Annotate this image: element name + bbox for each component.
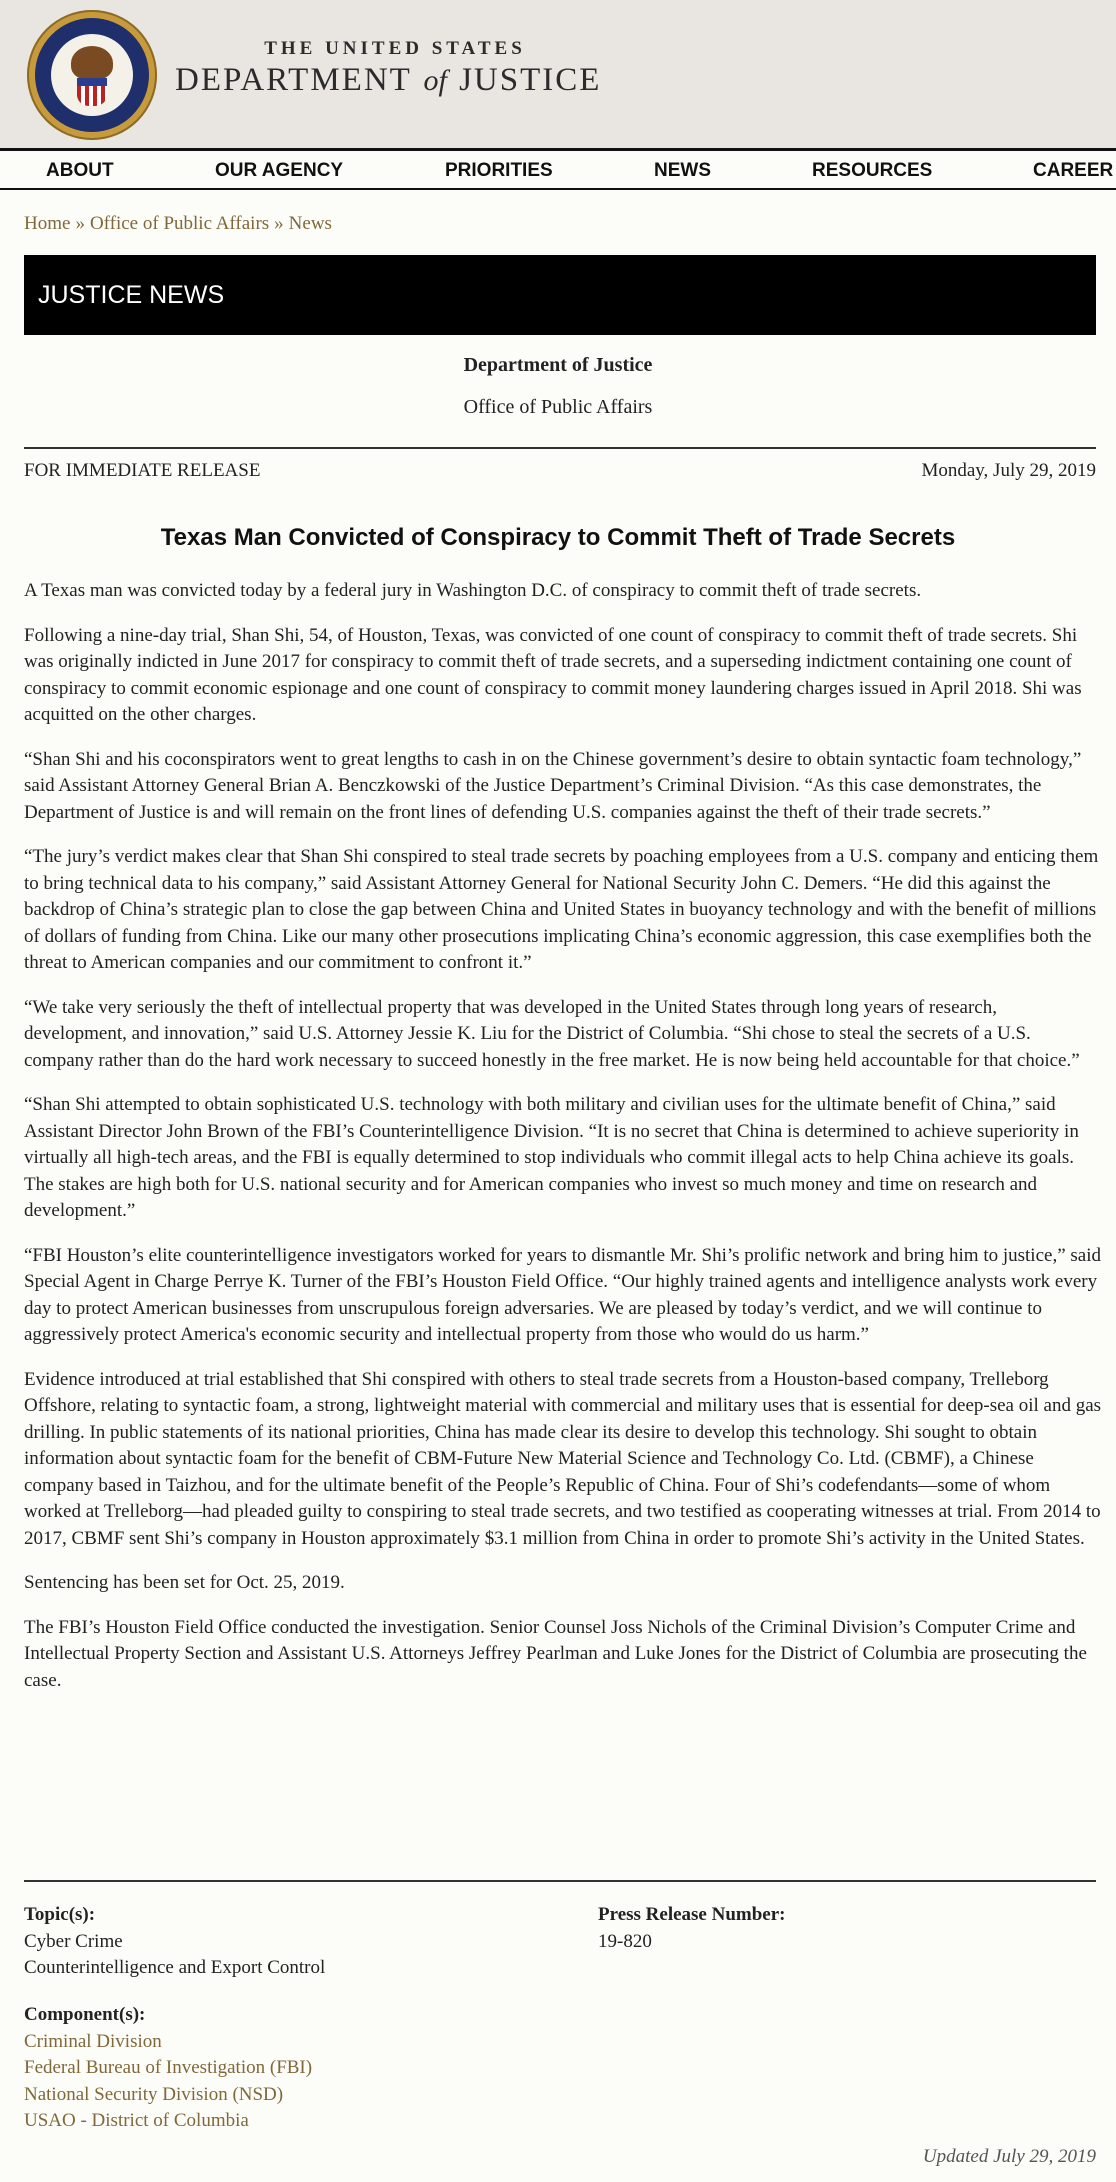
article-paragraph: The FBI’s Houston Field Office conducted the investigation. Senior Counsel Joss Nichols of the Criminal Division’s Computer Crime and Intellectual Property Section and Assistant U.S. Attorneys Jeffrey Pearlman and Luke Jones for the District of Columbia are prosecuting the case. xyxy=(24,1616,1087,1691)
article-paragraph: A Texas man was convicted today by a federal jury in Washington D.C. of conspiracy to commit theft of trade secrets. xyxy=(24,580,922,601)
justice-news-banner xyxy=(24,255,1096,335)
release-label: FOR IMMEDIATE RELEASE xyxy=(24,460,261,481)
article-paragraph: “FBI Houston’s elite counterintelligence investigators worked for years to dismantle Mr. Shi’s prolific network and bring him to justice,” said Special Agent in Charge Perrye K. Turner of the FBI’s Houston Field Office. “Our highly trained agents and intelligence analysts work every day to protect American businesses from unscrupulous foreign adversaries. We are pleased by today’s verdict, and we will continue to aggressively protect America's economic security and intellectual property from those who would do us harm.” xyxy=(24,1244,1101,1345)
article-title: Texas Man Convicted of Conspiracy to Commit Theft of Trade Secrets xyxy=(160,524,956,551)
release-date: Monday, July 29, 2019 xyxy=(921,460,1096,481)
topics-section xyxy=(24,1902,325,1982)
site-header xyxy=(0,0,1116,151)
component-link-usao-dc[interactable]: USAO - District of Columbia xyxy=(24,2110,249,2131)
article-paragraph: “We take very seriously the theft of intellectual property that was developed in the United States through long years of research, development, and innovation,” said U.S. Attorney Jessie K. Liu for the District of Columbia. “Shi chose to steal the secrets of a U.S. company rather than do the hard work necessary to succeed honestly in the free market. He is now being held accountable for that choice.” xyxy=(24,996,1080,1071)
topic-item: Cyber Crime xyxy=(24,1930,123,1952)
article-paragraph: Evidence introduced at trial established that Shi conspired with others to steal trade secrets from a Houston-based company, Trelleborg Offshore, relating to syntactic foam, a strong, lightweight material with commercial and military uses that is essential for deep-sea oil and gas drilling. In public statements of its national priorities, China has made clear its desire to develop this technology. Shi sought to obtain information about syntactic foam for the benefit of CBM-Future New Material Science and Technology Co. Ltd. (CBMF), a Chinese company based in Taizhou, and for the ultimate benefit of the People’s Republic of China. Four of Shi’s codefendants—some of whom worked at Trelleborg—had pleaded guilty to conspiring to steal trade secrets, and two testified as cooperating witnesses at trial. From 2014 to 2017, CBMF sent Shi’s company in Houston approximately $3.1 million from China in order to promote Shi’s activity in the United States. xyxy=(24,1368,1102,1549)
press-release-section xyxy=(598,1902,786,1955)
components-label: Component(s): xyxy=(24,2004,146,2025)
breadcrumb-home[interactable]: Home xyxy=(24,213,71,234)
topic-item: Counterintelligence and Export Control xyxy=(24,1957,326,1978)
article-paragraph: “Shan Shi and his coconspirators went to great lengths to cash in on the Chinese government’s desire to obtain syntactic foam technology,” said Assistant Attorney General Brian A. Benczkowski of the Justice Department’s Criminal Division. “As this case demonstrates, the Department of Justice is and will remain on the front lines of defending U.S. companies against the theft of their trade secrets.” xyxy=(24,748,1082,823)
component-link-criminal-division[interactable]: Criminal Division xyxy=(24,2030,162,2052)
brand-main-text: DEPARTMENT of JUSTICE xyxy=(175,62,602,98)
article-body xyxy=(24,578,1104,1712)
article-paragraph: “The jury’s verdict makes clear that Shan Shi conspired to steal trade secrets by poaching employees from a U.S. company and enticing them to bring technical data to his company,” said Assistant Attorney General for National Security John C. Demers. “He did this against the backdrop of China’s strategic plan to close the gap between China and United States in buoyancy technology and with the benefit of millions of dollars of funding from China. Like our many other prosecutions implicating China’s economic aggression, this case exemplifies both the threat to American companies and our commitment to confront it.” xyxy=(24,846,1099,973)
main-nav xyxy=(0,151,1116,190)
nav-item-priorities[interactable]: PRIORITIES xyxy=(445,160,553,181)
divider xyxy=(24,1880,1096,1882)
nav-item-careers[interactable]: CAREER xyxy=(1033,160,1114,181)
component-link-nsd[interactable]: National Security Division (NSD) xyxy=(24,2083,284,2105)
breadcrumb xyxy=(24,213,332,235)
doj-seal-icon[interactable] xyxy=(27,10,157,140)
breadcrumb-office-of-public-affairs[interactable]: Office of Public Affairs xyxy=(89,213,270,234)
department-name: Department of Justice xyxy=(463,354,653,376)
breadcrumb-news[interactable]: News xyxy=(288,213,332,234)
press-release-label: Press Release Number: xyxy=(598,1904,786,1925)
nav-item-our-agency[interactable]: OUR AGENCY xyxy=(215,160,344,181)
components-section xyxy=(24,2002,312,2135)
divider xyxy=(24,447,1096,449)
breadcrumb-separator: » xyxy=(75,213,85,234)
topics-label: Topic(s): xyxy=(24,1904,96,1925)
press-release-number: 19-820 xyxy=(598,1930,652,1952)
banner-title: JUSTICE NEWS xyxy=(38,281,225,309)
site-logo[interactable] xyxy=(175,38,615,99)
updated-date: Updated July 29, 2019 xyxy=(922,2146,1096,2167)
breadcrumb-separator: » xyxy=(274,213,284,234)
article-paragraph: Sentencing has been set for Oct. 25, 2019. xyxy=(24,1572,345,1593)
nav-item-resources[interactable]: RESOURCES xyxy=(812,160,933,181)
article-paragraph: Following a nine-day trial, Shan Shi, 54, of Houston, Texas, was convicted of one count of conspiracy to commit theft of trade secrets. Shi was originally indicted in June 2017 for conspiracy to commit theft of trade secrets, and a superseding indictment containing one count of conspiracy to commit economic espionage and one count of conspiracy to commit money laundering charges issued in April 2018. Shi was acquitted on the other charges. xyxy=(24,624,1082,725)
article-paragraph: “Shan Shi attempted to obtain sophisticated U.S. technology with both military and civilian uses for the ultimate benefit of China,” said Assistant Director John Brown of the FBI’s Counterintelligence Division. “It is no secret that China is determined to achieve superiority in virtually all high-tech areas, and the FBI is equally determined to stop individuals who commit illegal acts to help China achieve its goals. The stakes are high both for U.S. national security and for American companies who invest so much money and time on research and development.” xyxy=(24,1094,1079,1221)
nav-item-news[interactable]: NEWS xyxy=(654,160,711,181)
nav-item-about[interactable]: ABOUT xyxy=(46,160,114,181)
component-link-fbi[interactable]: Federal Bureau of Investigation (FBI) xyxy=(24,2057,313,2078)
brand-top-text: THE UNITED STATES xyxy=(264,38,526,59)
office-name: Office of Public Affairs xyxy=(463,396,653,418)
